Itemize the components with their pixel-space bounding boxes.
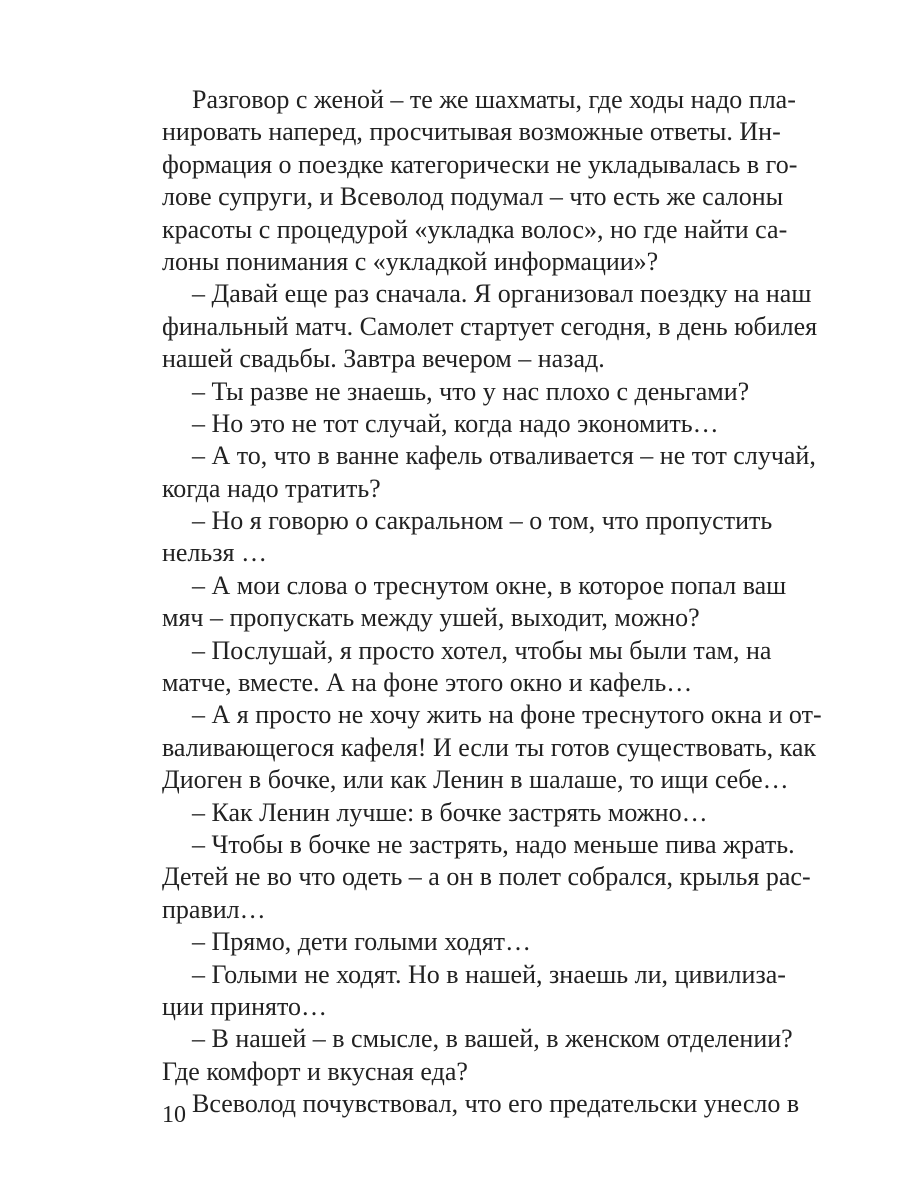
text-line: формация о поездке категорически не укладывалась в го- (162, 149, 798, 179)
text-line: когда надо тратить? (162, 473, 381, 503)
page-number: 10 (162, 1102, 186, 1128)
text-line: – Ты разве не знаешь, что у нас плохо с деньгами? (192, 376, 750, 406)
text-line: – В нашей – в смысле, в вашей, в женском отделении? (192, 1024, 793, 1054)
text-line: нировать наперед, просчитывая возможные ответы. Ин- (162, 117, 781, 147)
text-line: – Как Ленин лучше: в бочке застрять можно… (192, 797, 708, 827)
text-line: – Чтобы в бочке не застрять, надо меньше пива жрать. (192, 829, 795, 859)
text-line: – Голыми не ходят. Но в нашей, знаешь ли, цивилиза- (192, 959, 786, 989)
text-line: Разговор с женой – те же шахматы, где ходы надо пла- (192, 85, 796, 114)
text-line: – Давай еще раз сначала. Я организовал поездку на наш (192, 279, 812, 309)
text-line: валивающегося кафеля! И если ты готов существовать, как (162, 732, 816, 762)
text-line: ции принято… (162, 991, 327, 1021)
text-line: – Но это не тот случай, когда надо экономить… (192, 408, 719, 438)
text-line: матче, вместе. А на фоне этого окно и кафель… (162, 668, 693, 698)
text-line: лоны понимания с «укладкой информации»? (162, 246, 659, 276)
text-line: красоты с процедурой «укладка волос», но где найти са- (162, 214, 788, 244)
text-line: нашей свадьбы. Завтра вечером – назад. (162, 344, 605, 374)
text-line: – Прямо, дети голыми ходят… (192, 927, 532, 957)
text-line: – А мои слова о треснутом окне, в которое попал ваш (192, 570, 787, 600)
text-line: Детей не во что одеть – а он в полет собрался, крылья рас- (162, 862, 811, 892)
text-line: Всеволод почувствовал, что его предательски унесло в (192, 1089, 800, 1119)
body-text (162, 84, 822, 1121)
text-line: Где комфорт и вкусная еда? (162, 1056, 468, 1086)
text-line: – А то, что в ванне кафель отваливается – не тот случай, (192, 441, 816, 471)
text-line: Диоген в бочке, или как Ленин в шалаше, то ищи себе… (162, 765, 789, 795)
text-line: – Но я говорю о сакральном – о том, что пропустить (192, 506, 773, 536)
text-line: финальный матч. Самолет стартует сегодня, в день юбилея (162, 311, 818, 341)
text-line: – Послушай, я просто хотел, чтобы мы были там, на (192, 635, 772, 665)
text-line: мяч – пропускать между ушей, выходит, можно? (162, 603, 700, 633)
text-line: лове супруги, и Всеволод подумал – что есть же салоны (162, 182, 784, 212)
text-line: – А я просто не хочу жить на фоне треснутого окна и от- (192, 700, 822, 730)
text-line: нельзя … (162, 538, 268, 568)
text-line: правил… (162, 894, 266, 924)
